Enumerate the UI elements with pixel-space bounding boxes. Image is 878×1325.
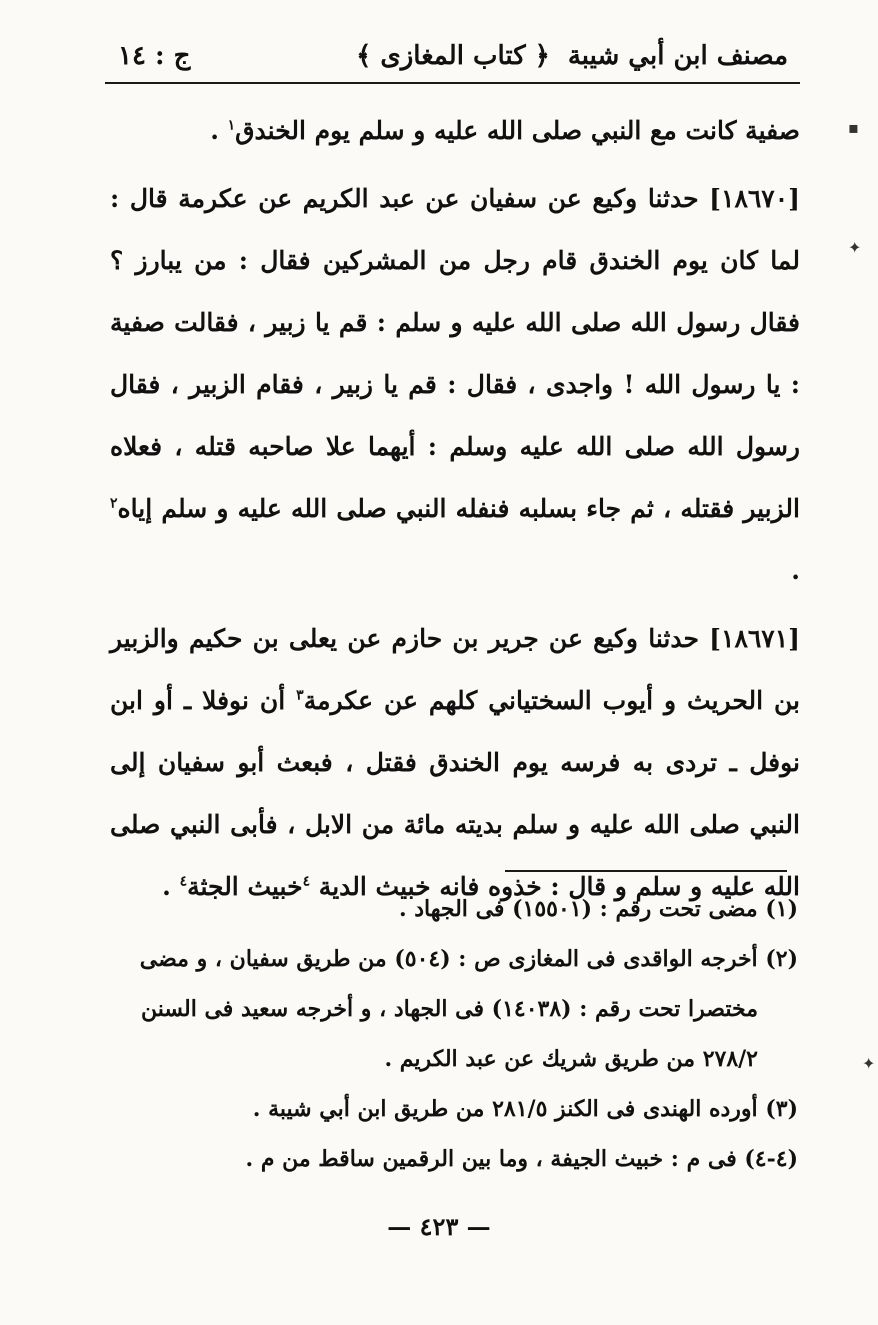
- footnote-2-cont: ٢٧٨/٢ من طريق شريك عن عبد الكريم .: [384, 1046, 758, 1072]
- footnote-1: (١) مضى تحت رقم : (١٥٥٠١) فى الجهاد .: [398, 896, 798, 922]
- page-number: — ٤٢٣ —: [387, 1212, 491, 1241]
- footnote-ref: ٤: [179, 873, 188, 890]
- hadith-18670: [١٨٦٧٠] حدثنا وكيع عن سفيان عن عبد الكريم عن عكرمة قال : لما كان يوم الخندق قام رجل من المشركين فقال : من يبارز ؟ فقال رسول الله صلى الله عليه و سلم : قم يا زبير ، فقالت صفية : يا رسول الله ! واجدى ، فقال : قم يا زبير ، فقام الزبير ، فقال رسول الله صلى الله عليه وسلم : أيهما علا صاحبه قتله ، فعلاه الزبير فقتله ، ثم جاء بسلبه فنفله النبي صلى الله عليه و سلم إياه$^٢$ .: [110, 184, 800, 585]
- footnote-4: (٤-٤) فى م : خبيث الجيفة ، وما بين الرقمين ساقط من م .: [245, 1146, 798, 1172]
- margin-mark: ✦: [848, 238, 862, 257]
- volume-number: ج : ١٤: [118, 41, 191, 71]
- footnotes-rule: [505, 870, 787, 872]
- hadith-number: [١٨٦٧١]: [709, 624, 800, 653]
- main-text: [110, 100, 800, 924]
- margin-mark: ✦: [862, 1054, 876, 1073]
- footnote-ref: ٤: [302, 873, 311, 890]
- footnote-3: (٣) أورده الهندى فى الكنز ٢٨١/٥ من طريق ابن أبي شيبة .: [252, 1096, 798, 1122]
- running-header: [108, 32, 798, 82]
- footnote-2: (٢) أخرجه الواقدى فى المغازى ص : (٥٠٤) من طريق سفيان ، و مضى: [139, 946, 798, 972]
- footnote-2-cont: مختصرا تحت رقم : (١٤٠٣٨) فى الجهاد ، و أخرجه سعيد فى السنن: [140, 996, 758, 1022]
- footnotes: [108, 884, 798, 1184]
- hadith-number: [١٨٦٧٠]: [709, 184, 800, 213]
- footnote-ref: ١: [227, 117, 236, 134]
- margin-mark: ▪: [848, 118, 859, 137]
- hadith-18671: [١٨٦٧١] حدثنا وكيع عن جرير بن حازم عن يعلى بن حكيم والزبير بن الحريث و أيوب السختياني كلهم عن عكرمة$^٣$ أن نوفلا ـ أو ابن نوفل ـ تردى به فرسه يوم الخندق فقتل ، فبعث أبو سفيان إلى النبي صلى الله عليه و سلم بديته مائة من الابل ، فأبى النبي صلى الله عليه و سلم و قال : خذوه فانه خبيث الدية $^٤$خبيث الجثة$^٤$ .: [110, 624, 800, 901]
- header-rule: [105, 82, 800, 84]
- footnote-ref: ٢: [110, 495, 118, 512]
- paragraph-continuation: صفية كانت مع النبي صلى الله عليه و سلم يوم الخندق$^١$ .: [210, 116, 800, 145]
- chapter-title: ﴿ كتاب المغازى ﴾: [356, 41, 550, 71]
- footnote-ref: ٣: [296, 687, 304, 704]
- book-title: مصنف ابن أبي شيبة: [567, 41, 788, 71]
